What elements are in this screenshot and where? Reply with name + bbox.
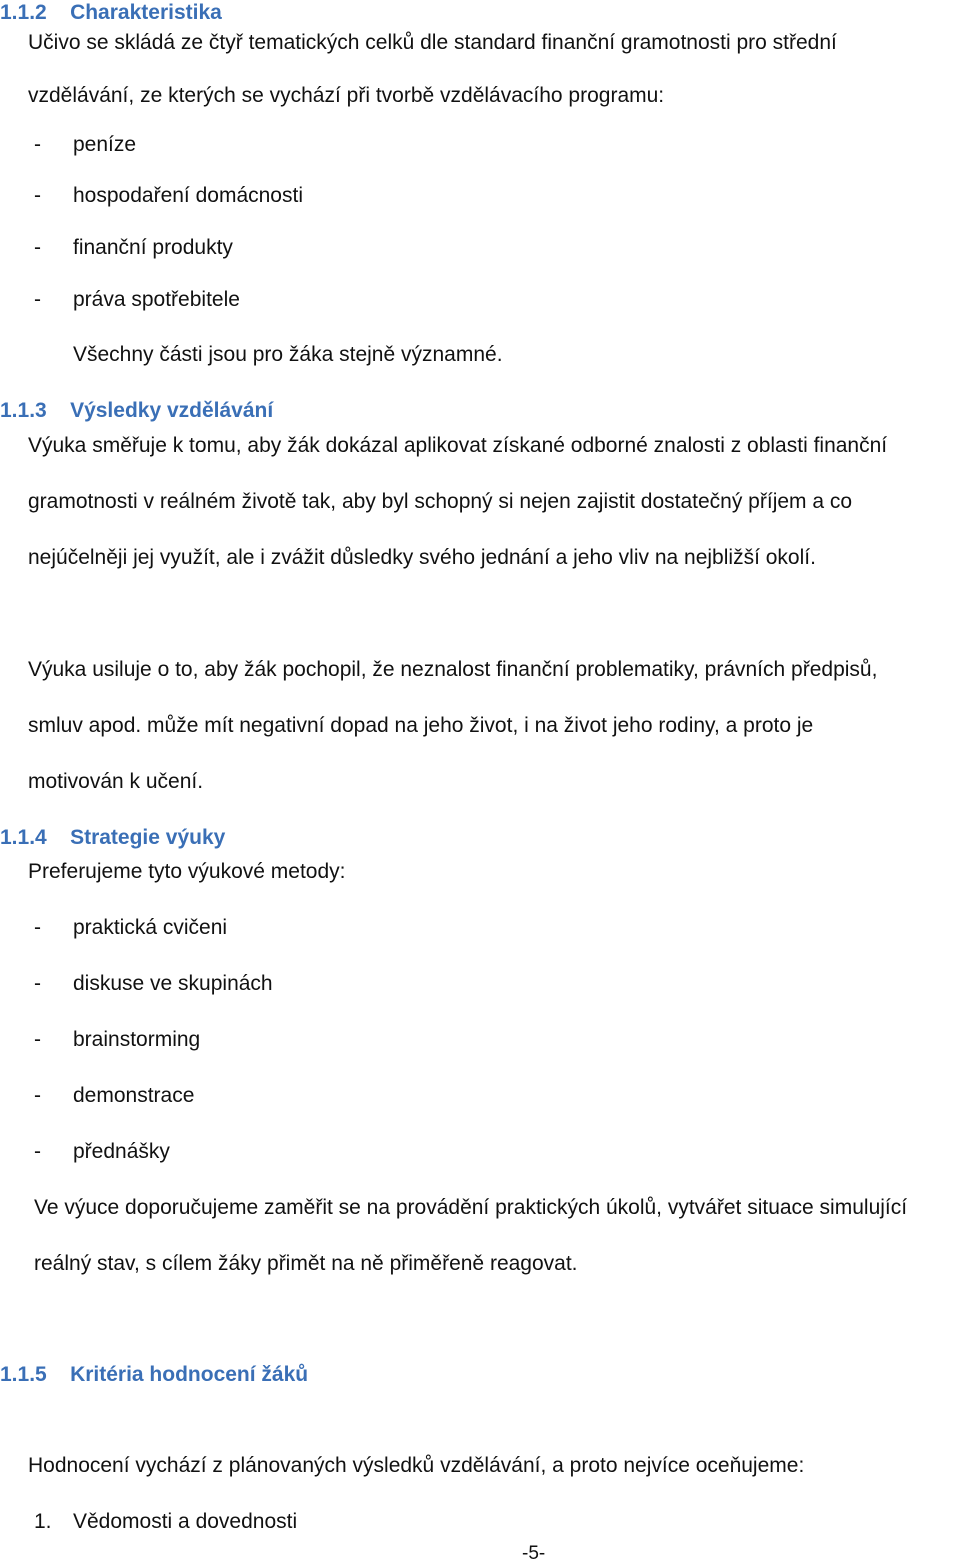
paragraph-line: Výuka směřuje k tomu, aby žák dokázal aplikovat získané odborné znalosti z oblasti finanční — [28, 434, 888, 457]
list-dash: - — [34, 184, 41, 207]
section-title: Kritéria hodnocení žáků — [70, 1363, 309, 1386]
list-dash: - — [34, 1140, 41, 1163]
intro-line: Hodnocení vychází z plánovaných výsledků vzdělávání, a proto nejvíce oceňujeme: — [28, 1454, 805, 1477]
paragraph-line: nejúčelněji jej využít, ale i zvážit důsledky svého jednání a jeho vliv na nejbližší okolí. — [28, 546, 816, 569]
list-item: hospodaření domácnosti — [73, 184, 303, 207]
list-item: finanční produkty — [73, 236, 233, 259]
section-number: 1.1.3 — [0, 399, 47, 422]
section-heading-1-1-4 — [0, 826, 225, 850]
section-heading-1-1-3 — [0, 399, 273, 423]
section-title: Charakteristika — [70, 1, 222, 24]
paragraph-line: reálný stav, s cílem žáky přimět na ně přiměřeně reagovat. — [34, 1252, 578, 1275]
section-heading-1-1-5 — [0, 1363, 308, 1387]
paragraph-line: Učivo se skládá ze čtyř tematických celků dle standard finanční gramotnosti pro střední — [28, 31, 837, 54]
list-dash: - — [34, 916, 41, 939]
list-dash: - — [34, 133, 41, 156]
list-item: diskuse ve skupinách — [73, 972, 273, 995]
list-dash: - — [34, 972, 41, 995]
intro-line: Preferujeme tyto výukové metody: — [28, 860, 346, 883]
paragraph-line: Ve výuce doporučujeme zaměřit se na provádění praktických úkolů, vytvářet situace simulující — [34, 1196, 908, 1219]
note-line: Všechny části jsou pro žáka stejně významné. — [73, 343, 503, 366]
section-title: Výsledky vzdělávání — [70, 399, 274, 422]
list-dash: - — [34, 288, 41, 311]
section-number: 1.1.4 — [0, 826, 47, 849]
paragraph-line: vzdělávání, ze kterých se vychází při tvorbě vzdělávacího programu: — [28, 84, 665, 107]
list-dash: - — [34, 1084, 41, 1107]
paragraph-line: smluv apod. může mít negativní dopad na jeho život, i na život jeho rodiny, a proto je — [28, 714, 814, 737]
section-number: 1.1.5 — [0, 1363, 47, 1386]
list-item: praktická cvičeni — [73, 916, 228, 939]
page-number: -5- — [522, 1543, 546, 1564]
list-dash: - — [34, 236, 41, 259]
list-number: 1. — [34, 1510, 52, 1533]
paragraph-line: Výuka usiluje o to, aby žák pochopil, že neznalost finanční problematiky, právních předpisů, — [28, 658, 878, 681]
list-item: práva spotřebitele — [73, 288, 240, 311]
list-item: brainstorming — [73, 1028, 201, 1051]
section-heading-1-1-2 — [0, 1, 222, 25]
list-dash: - — [34, 1028, 41, 1051]
section-title: Strategie výuky — [70, 826, 226, 849]
paragraph-line: gramotnosti v reálném životě tak, aby byl schopný si nejen zajistit dostatečný příjem a co — [28, 490, 853, 513]
list-item: peníze — [73, 133, 137, 156]
list-item: demonstrace — [73, 1084, 195, 1107]
list-item: přednášky — [73, 1140, 170, 1163]
list-item: Vědomosti a dovednosti — [73, 1510, 298, 1533]
paragraph-line: motivován k učení. — [28, 770, 204, 793]
section-number: 1.1.2 — [0, 1, 47, 24]
